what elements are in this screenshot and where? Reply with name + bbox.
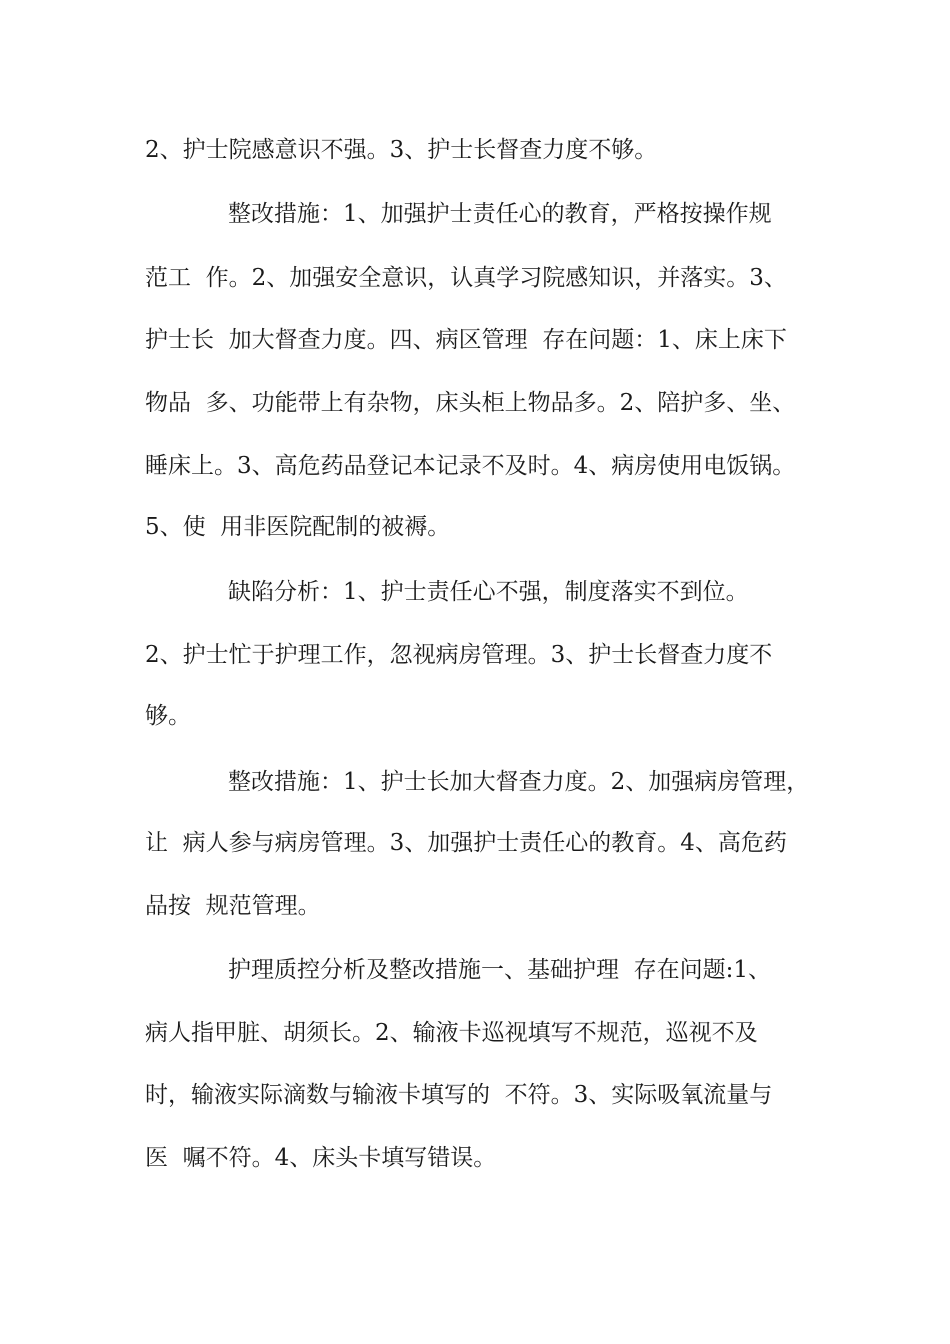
text-line-15: 病人指甲脏、胡须长。2、输液卡巡视填写不规范，巡视不及 bbox=[145, 1020, 758, 1046]
text-line-10: 够。 bbox=[145, 703, 191, 729]
text-line-11: 整改措施：1、护士长加大督查力度。2、加强病房管理， bbox=[228, 769, 810, 795]
text-line-16: 时，输液实际滴数与输液卡填写的 不符。3、实际吸氧流量与 bbox=[145, 1082, 773, 1108]
text-line-8: 缺陷分析：1、护士责任心不强，制度落实不到位。 bbox=[228, 579, 749, 605]
text-line-7: 5、使 用非医院配制的被褥。 bbox=[145, 514, 451, 540]
text-line-12: 让 病人参与病房管理。3、加强护士责任心的教育。4、高危药 bbox=[145, 830, 787, 856]
text-line-5: 物品 多、功能带上有杂物，床头柜上物品多。2、陪护多、坐、 bbox=[145, 390, 796, 416]
text-line-3: 范工 作。2、加强安全意识，认真学习院感知识，并落实。3、 bbox=[145, 265, 787, 291]
text-line-14: 护理质控分析及整改措施一、基础护理 存在问题:1、 bbox=[228, 957, 772, 983]
text-line-13: 品按 规范管理。 bbox=[145, 893, 321, 919]
text-line-4: 护士长 加大督查力度。四、病区管理 存在问题：1、床上床下 bbox=[145, 327, 787, 353]
text-line-1: 2、护士院感意识不强。3、护士长督查力度不够。 bbox=[145, 137, 658, 163]
text-line-2: 整改措施：1、加强护士责任心的教育，严格按操作规 bbox=[228, 201, 772, 227]
text-line-6: 睡床上。3、高危药品登记本记录不及时。4、病房使用电饭锅。 bbox=[145, 453, 796, 479]
text-line-9: 2、护士忙于护理工作，忽视病房管理。3、护士长督查力度不 bbox=[145, 642, 773, 668]
text-line-17: 医 嘱不符。4、床头卡填写错误。 bbox=[145, 1145, 497, 1171]
